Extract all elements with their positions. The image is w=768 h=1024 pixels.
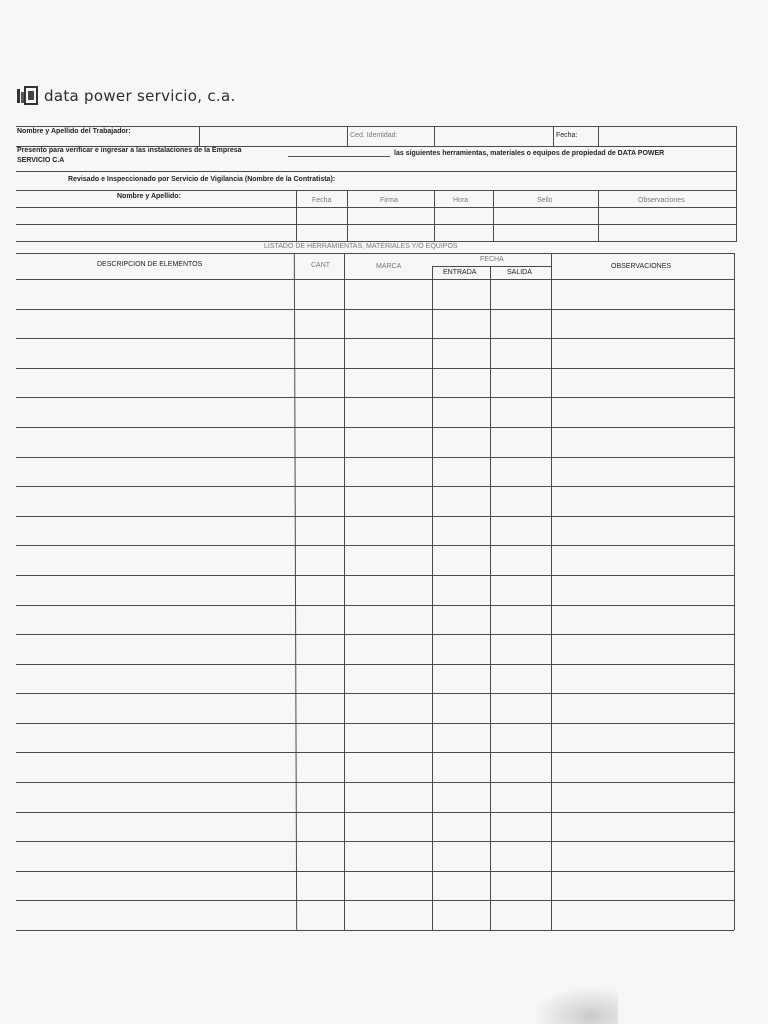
table-row-line <box>16 752 734 753</box>
table-row-line <box>16 545 734 546</box>
scan-smudge <box>528 984 618 1024</box>
col-date: FECHA <box>480 256 504 263</box>
company-name: data power servicio, c.a. <box>44 87 236 105</box>
col-exit: SALIDA <box>507 269 532 276</box>
company-logo-icon <box>16 86 38 106</box>
statement-text-2: las siguientes herramientas, materiales o equipos de propiedad de DATA POWER <box>394 150 665 157</box>
statement-text-3: SERVICIO C.A <box>17 157 65 164</box>
table-row-line <box>16 693 734 694</box>
table-row-line <box>16 723 734 724</box>
listing-title: LISTADO DE HERRAMIENTAS, MATERIALES Y/O EQUIPOS <box>264 243 458 250</box>
table-row-line <box>16 841 734 842</box>
inspector-name-label: Nombre y Apellido: <box>117 193 181 200</box>
id-label: Ced. Identidad: <box>350 132 398 139</box>
inspection-col-date: Fecha <box>312 197 332 204</box>
table-row-line <box>16 930 734 931</box>
table-row-line <box>16 605 734 606</box>
table-row-line <box>16 871 734 872</box>
table-row-line <box>16 486 734 487</box>
table-row-line <box>16 634 734 635</box>
table-row-line <box>16 782 734 783</box>
table-row-line <box>16 812 734 813</box>
col-description: DESCRIPCION DE ELEMENTOS <box>97 261 203 268</box>
col-entry: ENTRADA <box>443 269 477 276</box>
statement-text-1: Presento para verificar e ingresar a las instalaciones de la Empresa <box>17 147 242 154</box>
inspection-col-stamp: Sello <box>537 197 553 204</box>
inspection-col-time: Hora <box>453 197 469 204</box>
table-row-line <box>16 427 734 428</box>
reviewed-label: Revisado e Inspeccionado por Servicio de Vigilancia (Nombre de la Contratista): <box>68 176 336 183</box>
table-row-line <box>16 309 734 310</box>
table-row-line <box>16 368 734 369</box>
table-row-line <box>16 516 734 517</box>
inspection-col-signature: Firma <box>380 197 398 204</box>
table-row-line <box>16 664 734 665</box>
col-quantity: CANT <box>311 262 331 269</box>
company-blank-field[interactable] <box>288 156 390 157</box>
inspection-col-observations: Observaciones <box>638 197 685 204</box>
company-logo <box>16 86 236 106</box>
col-observations: OBSERVACIONES <box>611 263 672 270</box>
worker-name-label: Nombre y Apellido del Trabajador: <box>17 128 131 135</box>
table-row-line <box>16 575 734 576</box>
table-row-line <box>16 457 734 458</box>
table-row-line <box>16 338 734 339</box>
table-row-line <box>16 900 734 901</box>
date-label: Fecha: <box>556 132 578 139</box>
col-brand: MARCA <box>376 263 402 270</box>
table-row-line <box>16 397 734 398</box>
